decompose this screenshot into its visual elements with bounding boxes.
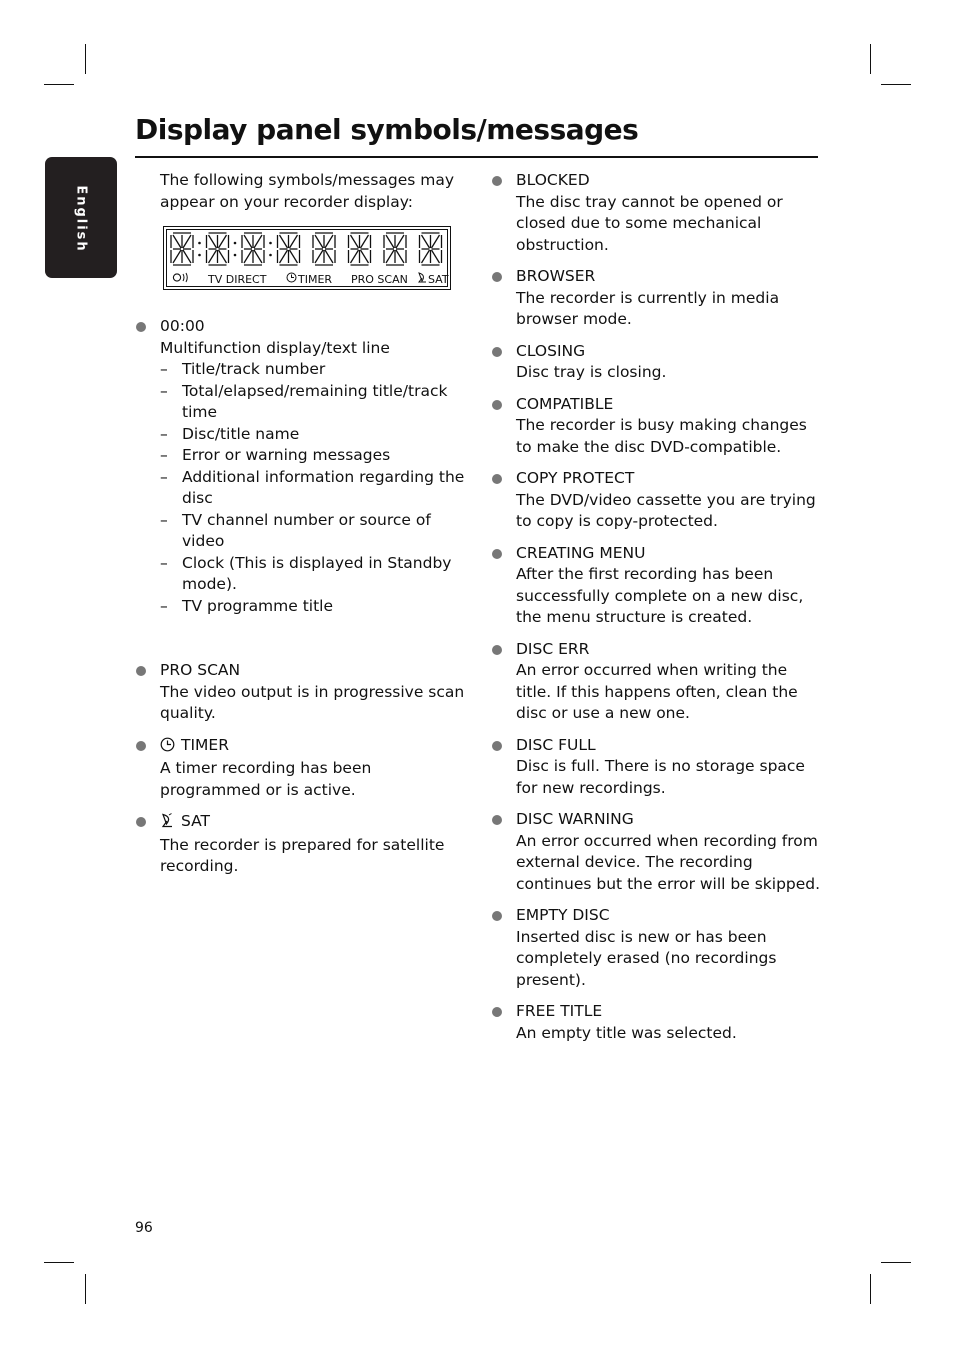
colon-dot [234,254,237,257]
segment-digit [207,233,229,265]
list-item [160,660,465,725]
sub-item-text: TV programme title [182,596,334,615]
bullet [492,1007,502,1017]
list-item [516,266,826,331]
item-desc: The recorder is currently in media browser mode. [516,288,780,328]
list-item [516,735,826,800]
sub-item-text: Total/elapsed/remaining title/track time [182,381,448,421]
item-title: SAT [181,812,210,830]
timer-indicator: TIMER [298,273,333,286]
item-desc: An error occurred when recording from external device. The recording continues but the error will be skipped. [516,831,821,893]
list-item [516,341,826,384]
bullet [492,347,502,357]
item-title: BROWSER [516,267,596,285]
colon-dot [269,254,272,257]
crop-mark [870,44,871,74]
bullet [492,474,502,484]
sub-item-text: TV channel number or source of video [182,510,431,550]
segment-digit [278,233,300,265]
item-title: DISC WARNING [516,810,634,828]
item-desc: An empty title was selected. [516,1023,737,1042]
item-title: COMPATIBLE [516,394,614,413]
list-item [516,905,826,991]
item-title: 00:00 [160,317,205,335]
list-item [160,316,465,617]
item-desc: The video output is in progressive scan quality. [160,682,465,722]
segment-digit [242,233,264,265]
bullet [492,400,502,410]
item-desc: Multifunction display/text line [160,338,390,357]
item-title: TIMER [181,735,229,754]
item-desc: Inserted disc is new or has been completely erased (no recordings present). [516,927,777,989]
bullet [492,176,502,186]
list-item [516,1001,826,1044]
sub-item: – Disc/title name [160,424,300,443]
left-column [160,170,465,878]
pro-scan-indicator: PRO SCAN [351,273,408,286]
segment-digit [349,233,371,265]
item-desc: A timer recording has been programmed or is active. [160,759,372,799]
title-rule [135,156,818,158]
bullet [492,911,502,921]
page-number: 96 [135,1220,153,1236]
crop-mark [870,1274,871,1304]
crop-mark [44,84,74,85]
sub-item: – TV programme title [160,596,334,615]
tv-direct-indicator: TV DIRECT [208,273,267,286]
timer-indicator-icon [286,269,297,291]
item-desc: Disc tray is closing. [516,363,667,381]
sub-item-text: Clock (This is displayed in Standby mode). [182,553,452,593]
sat-indicator: SAT [428,273,449,286]
bullet [136,741,146,751]
item-title: FREE TITLE [516,1002,603,1020]
bullet [136,666,146,676]
bullet [136,322,146,332]
bullet [492,272,502,282]
segment-digit [171,233,193,265]
segment-digit [313,233,335,265]
crop-mark [881,84,911,85]
sub-list [160,359,465,617]
language-tab [45,157,117,278]
list-item [516,170,826,256]
item-desc: After the first recording has been successfully complete on a new disc, the menu structure is created. [516,565,804,626]
sub-item: – Additional information regarding the disc [160,467,465,507]
bullet [492,815,502,825]
item-title: COPY PROTECT [516,469,635,487]
colon-dot [234,242,237,245]
display-panel-illustration [163,226,451,290]
bullet [136,817,146,827]
clock-icon [160,737,175,759]
colon-dot [269,242,272,245]
sub-item: – TV channel number or source of video [160,510,431,550]
sub-item-text: Error or warning messages [182,446,391,464]
sub-item: – Clock (This is displayed in Standby mode). [160,553,452,593]
item-desc: Disc is full. There is no storage space for new recordings. [516,757,805,797]
sub-item: – Title/track number [160,360,326,378]
list-item [516,543,826,629]
satellite-indicator-icon [417,269,428,291]
list-item [516,394,826,459]
record-icon [172,269,190,291]
sub-item-text: Additional information regarding the disc [182,467,465,507]
crop-mark [85,1274,86,1304]
item-desc: The disc tray cannot be opened or closed due to some mechanical obstruction. [516,192,783,254]
item-desc: The DVD/video cassette you are trying to copy is copy-protected. [516,490,816,530]
list-item [516,639,826,725]
sub-item-text: Title/track number [182,360,326,378]
sub-item-text: Disc/title name [182,424,300,443]
list-item [516,809,826,895]
item-title: PRO SCAN [160,661,241,679]
sub-item: – Total/elapsed/remaining title/track time [160,381,448,421]
satellite-icon [160,813,175,835]
item-title: DISC FULL [516,735,596,754]
right-column [516,170,826,1044]
item-title: BLOCKED [516,171,590,189]
intro-text: The following symbols/messages may appear on your recorder display: [160,171,455,211]
bullet [492,549,502,559]
bullet [492,645,502,655]
list-item [160,811,465,878]
crop-mark [85,44,86,74]
list-item [516,468,826,533]
item-title: CLOSING [516,341,586,360]
list-item [160,735,465,802]
item-title: EMPTY DISC [516,906,610,924]
item-title: DISC ERR [516,639,590,658]
item-desc: The recorder is prepared for satellite recording. [160,835,445,875]
item-title: CREATING MENU [516,543,646,562]
segment-digit [420,233,442,265]
item-desc: The recorder is busy making changes to make the disc DVD-compatible. [516,416,807,456]
crop-mark [881,1262,911,1263]
display-indicator-row [164,269,448,285]
colon-dot [198,242,201,245]
sub-item: – Error or warning messages [160,446,391,464]
crop-mark [44,1262,74,1263]
language-tab-label: English [73,185,89,253]
colon-dot [198,254,201,257]
item-desc: An error occurred when writing the title. If this happens often, clean the disc or use a new one. [516,661,798,722]
segment-digits [168,231,448,267]
page-title: Display panel symbols/messages [135,113,639,146]
segment-digit [384,233,406,265]
bullet [492,741,502,751]
